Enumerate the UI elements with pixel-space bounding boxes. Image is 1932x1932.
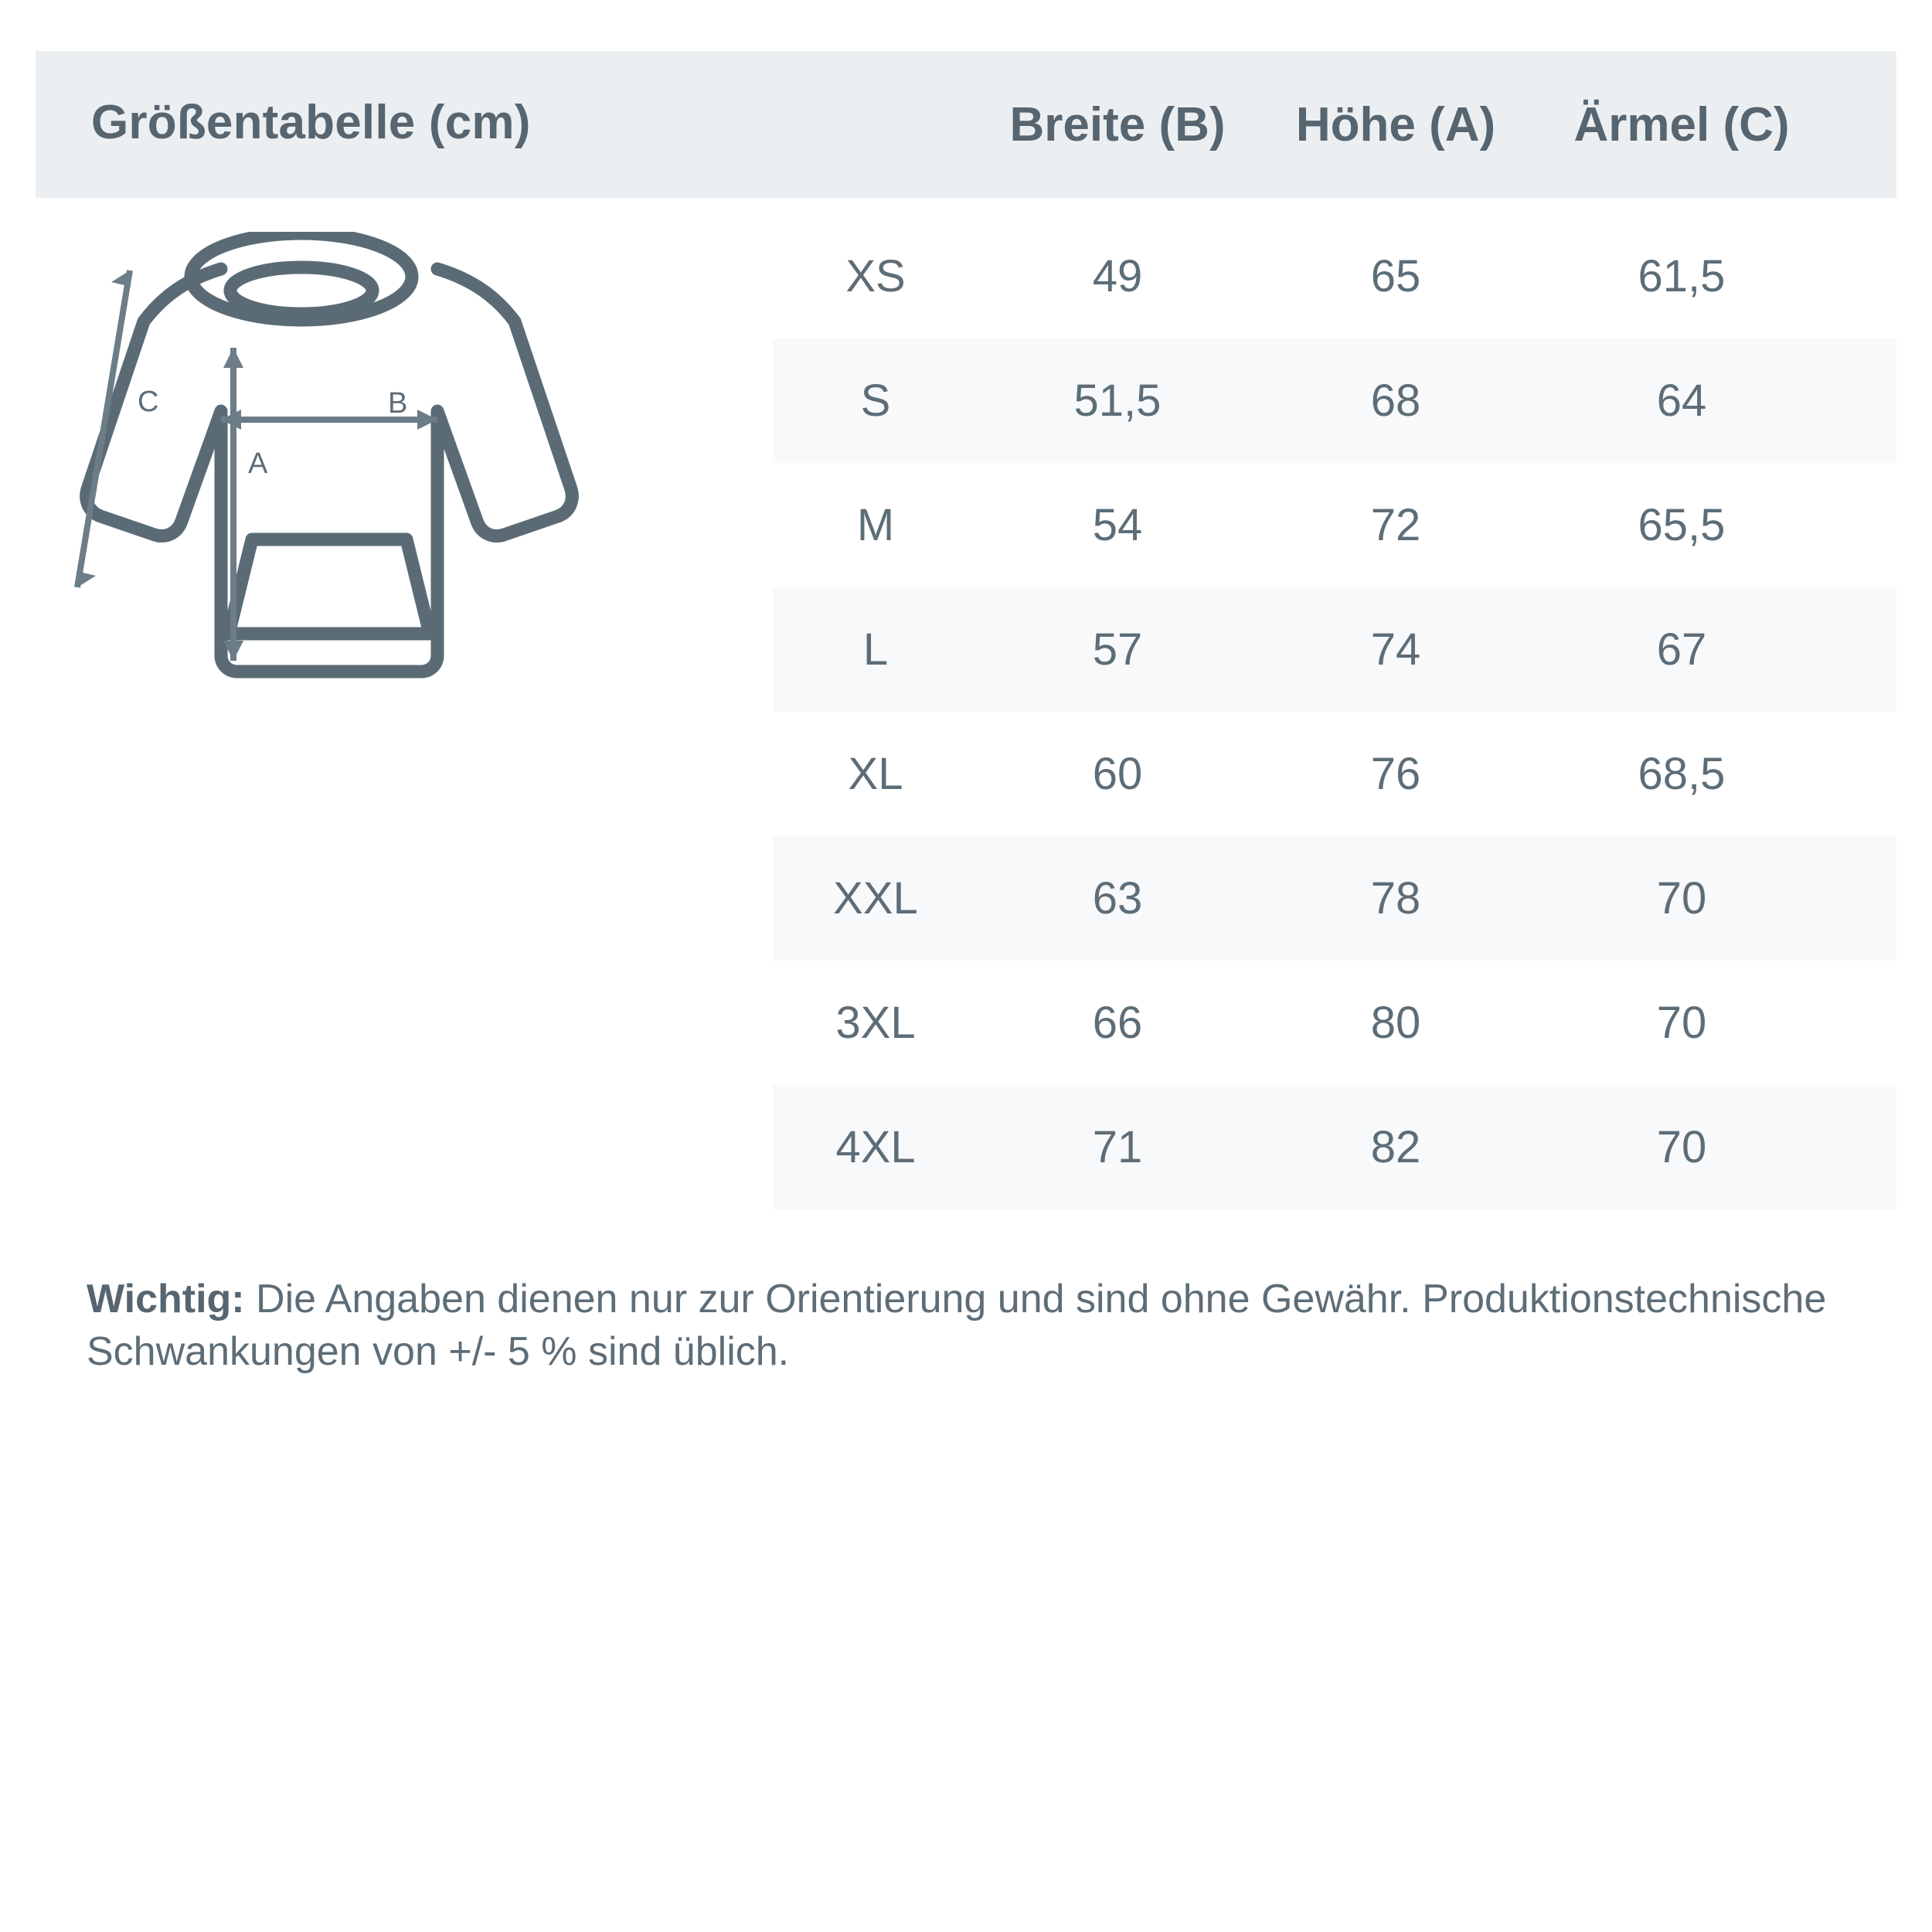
column-header-breite: Breite (B): [1009, 97, 1226, 151]
size-table: [773, 214, 1896, 1209]
table-header-row: [773, 51, 1896, 198]
cell-breite: 57: [1092, 624, 1143, 675]
cell-breite: 60: [1092, 749, 1143, 799]
cell-breite: 51,5: [1073, 376, 1162, 426]
cell-aermel: 70: [1656, 1122, 1707, 1172]
cell-hoehe: 80: [1370, 998, 1421, 1048]
cell-size: L: [862, 624, 889, 675]
table-row: [773, 1085, 1896, 1209]
illustration-label-a: A: [248, 447, 268, 480]
cell-aermel: 70: [1656, 998, 1707, 1048]
table-row: [773, 338, 1896, 463]
cell-size: 4XL: [835, 1122, 916, 1172]
disclaimer-label: Wichtig:: [87, 1277, 245, 1321]
table-row: [773, 587, 1896, 712]
cell-aermel: 68,5: [1638, 749, 1726, 799]
cell-hoehe: 76: [1370, 749, 1421, 799]
disclaimer-note: [87, 1274, 1864, 1378]
cell-aermel: 70: [1656, 873, 1707, 923]
illustration-label-b: B: [388, 387, 408, 420]
table-row: [773, 836, 1896, 961]
cell-hoehe: 72: [1370, 500, 1421, 550]
cell-size: XL: [848, 749, 903, 799]
cell-aermel: 65,5: [1638, 500, 1726, 550]
hoodie-measurement-illustration: [70, 232, 750, 804]
cell-size: XS: [845, 251, 906, 301]
table-row: [773, 214, 1896, 338]
column-header-aermel: Ärmel (C): [1573, 97, 1790, 151]
cell-breite: 54: [1092, 500, 1143, 550]
cell-size: S: [860, 376, 891, 426]
cell-hoehe: 74: [1370, 624, 1421, 675]
cell-breite: 66: [1092, 998, 1143, 1048]
disclaimer-text: Die Angaben dienen nur zur Orientierung und sind ohne Gewähr. Produktionstechnische Schwankungen von +/- 5 % sind üblich.: [87, 1277, 1827, 1374]
hoodie-icon: [70, 232, 750, 804]
cell-hoehe: 68: [1370, 376, 1421, 426]
cell-breite: 71: [1092, 1122, 1143, 1172]
illustration-label-c: C: [138, 386, 159, 418]
cell-hoehe: 78: [1370, 873, 1421, 923]
table-row: [773, 961, 1896, 1085]
cell-aermel: 64: [1656, 376, 1707, 426]
cell-aermel: 67: [1656, 624, 1707, 675]
cell-breite: 49: [1092, 251, 1143, 301]
column-header-hoehe: Höhe (A): [1295, 97, 1496, 151]
page-title: Größentabelle (cm): [91, 96, 531, 149]
cell-size: XXL: [833, 873, 918, 923]
table-row: [773, 463, 1896, 587]
cell-aermel: 61,5: [1638, 251, 1726, 301]
cell-hoehe: 82: [1370, 1122, 1421, 1172]
table-row: [773, 712, 1896, 836]
cell-hoehe: 65: [1370, 251, 1421, 301]
cell-size: M: [856, 500, 895, 550]
cell-size: 3XL: [835, 998, 916, 1048]
cell-breite: 63: [1092, 873, 1143, 923]
